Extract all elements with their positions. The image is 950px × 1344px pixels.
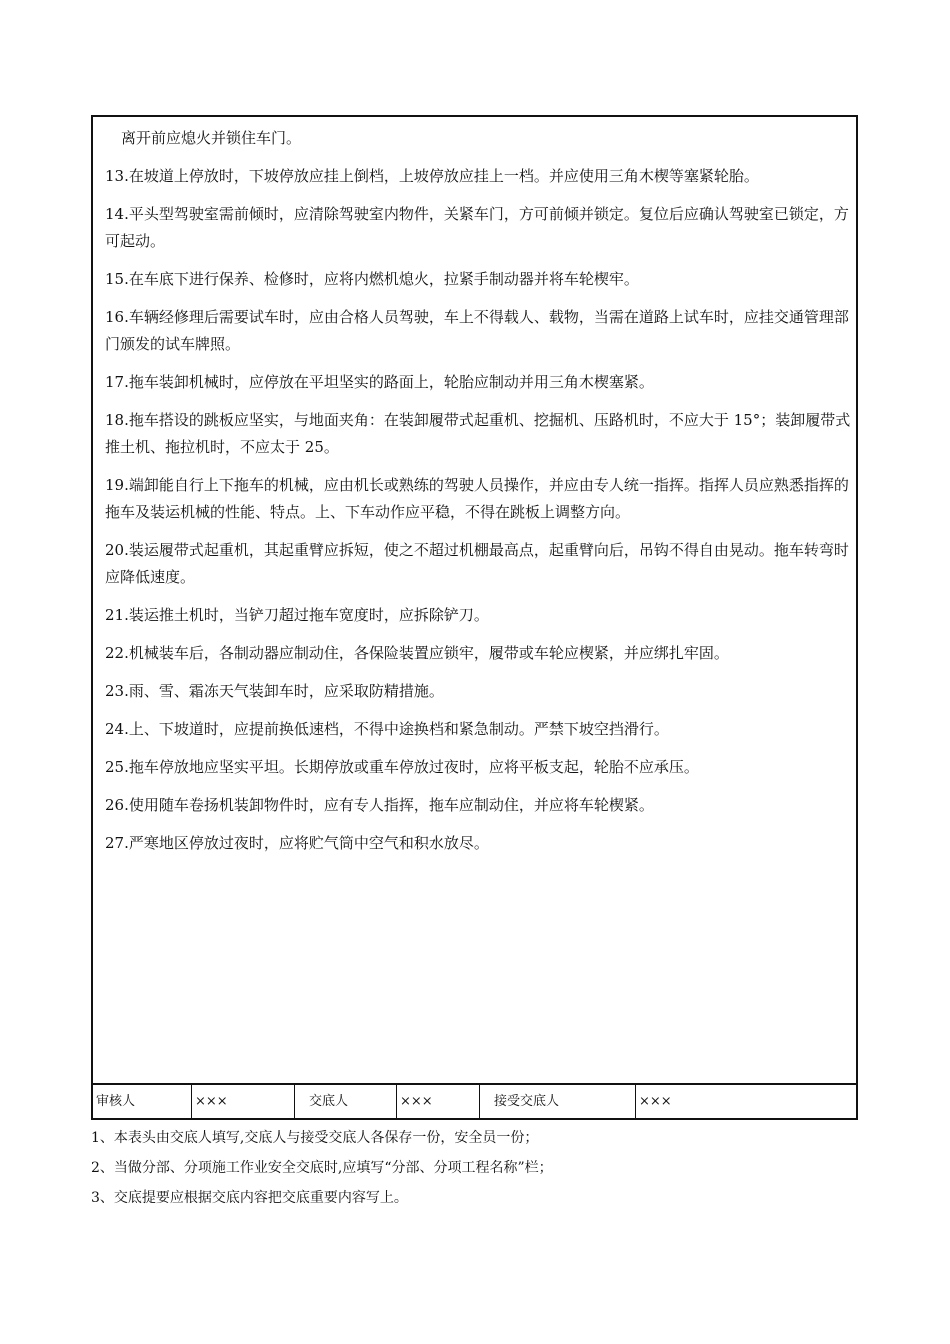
reviewer-label: 审核人 (93, 1085, 192, 1118)
list-item: 19.端卸能自行上下拖车的机械，应由机长或熟练的驾驶人员操作，并应由专人统一指挥。指挥人员应熟悉指挥的拖车及装运机械的性能、特点。上、下车动作应平稳，不得在跳板上调整方向。 (105, 476, 849, 521)
signature-row (91, 1083, 858, 1120)
receiver-value: ××× (639, 1094, 672, 1109)
discloser-value: ××× (397, 1085, 480, 1118)
footnote: 1、本表头由交底人填写,交底人与接受交底人各保存一份，安全员一份； (91, 1130, 539, 1146)
disclosure-content-box (91, 115, 858, 1083)
list-item: 离开前应熄火并锁住车门。 (121, 129, 302, 147)
footnote: 2、当做分部、分项施工作业安全交底时,应填写“分部、分项工程名称”栏； (91, 1160, 553, 1176)
list-item: 25.拖车停放地应坚实平坦。长期停放或重车停放过夜时，应将平板支起，轮胎不应承压。 (105, 758, 699, 776)
list-item: 27.严寒地区停放过夜时，应将贮气筒中空气和积水放尽。 (105, 834, 489, 852)
list-item: 22.机械装车后，各制动器应制动住，各保险装置应锁牢，履带或车轮应楔紧，并应绑扎牢固。 (105, 644, 729, 662)
discloser-label: 交底人 (295, 1085, 397, 1118)
list-item: 18.拖车搭设的跳板应坚实，与地面夹角：在装卸履带式起重机、挖掘机、压路机时，不应大于 15°；装卸履带式推土机、拖拉机时，不应太于 25。 (105, 411, 851, 456)
list-item: 16.车辆经修理后需要试车时，应由合格人员驾驶，车上不得载人、载物，当需在道路上试车时，应挂交通管理部门颁发的试车牌照。 (105, 308, 849, 353)
list-item: 14.平头型驾驶室需前倾时，应清除驾驶室内物件，关紧车门，方可前倾并锁定。复位后应确认驾驶室已锁定，方可起动。 (105, 205, 849, 250)
footnotes (91, 1128, 858, 1218)
receiver-label: 接受交底人 (480, 1085, 636, 1118)
footnote: 3、交底提要应根据交底内容把交底重要内容写上。 (91, 1190, 408, 1206)
list-item: 17.拖车装卸机械时，应停放在平坦坚实的路面上，轮胎应制动并用三角木楔塞紧。 (105, 373, 654, 391)
list-item: 13.在坡道上停放时，下坡停放应挂上倒档，上坡停放应挂上一档。并应使用三角木楔等塞紧轮胎。 (105, 167, 759, 185)
list-item: 24.上、下坡道时，应提前换低速档，不得中途换档和紧急制动。严禁下坡空挡滑行。 (105, 720, 669, 738)
reviewer-value: ××× (192, 1085, 295, 1118)
list-item: 21.装运推土机时，当铲刀超过拖车宽度时，应拆除铲刀。 (105, 606, 489, 624)
list-item: 15.在车底下进行保养、检修时，应将内燃机熄火，拉紧手制动器并将车轮楔牢。 (105, 270, 639, 288)
list-item: 20.装运履带式起重机，其起重臂应拆短，使之不超过机棚最高点，起重臂向后，吊钩不得自由晃动。拖车转弯时应降低速度。 (105, 541, 849, 586)
list-item: 26.使用随车卷扬机装卸物件时，应有专人指挥，拖车应制动住，并应将车轮楔紧。 (105, 796, 654, 814)
list-item: 23.雨、雪、霜冻天气装卸车时，应采取防精措施。 (105, 682, 444, 700)
safety-items-list (105, 125, 853, 868)
